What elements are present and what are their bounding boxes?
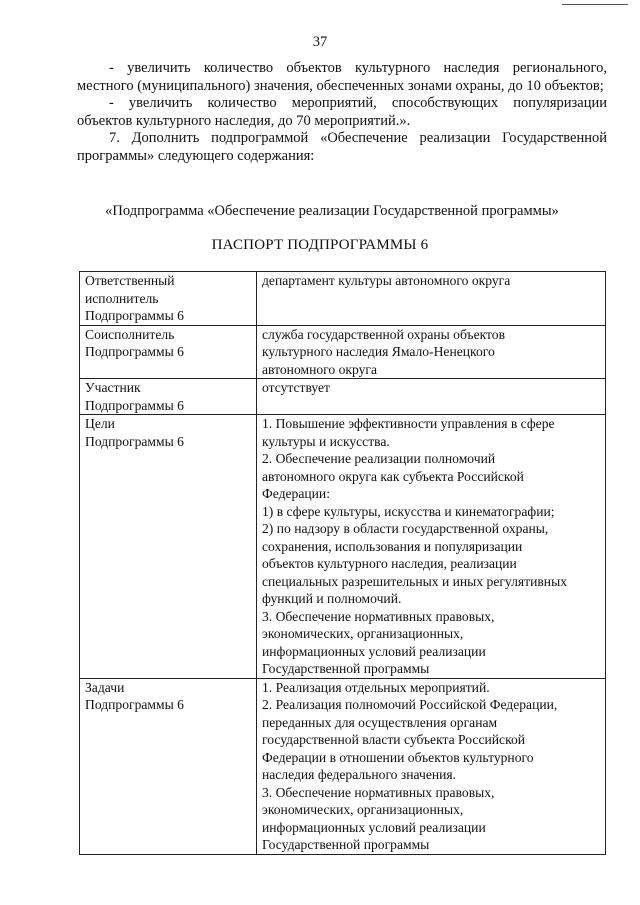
label-line: Соисполнитель <box>85 326 175 342</box>
value-line: 2. Реализация полномочий Российской Федерации, <box>262 697 558 712</box>
value-line: 1. Повышение эффективности управления в сфере <box>262 416 555 431</box>
value-line: специальных разрешительных и иных регулятивных <box>262 573 567 589</box>
value-line: функций и полномочий. <box>262 591 402 606</box>
value-line: 2. Обеспечение реализации полномочий <box>262 451 496 466</box>
label-line: Подпрограммы 6 <box>85 397 184 413</box>
row-label <box>80 325 257 379</box>
paragraph: - увеличить количество мероприятий, способствующих популяризации объектов культурного наследия, до 70 мероприятий.». <box>77 95 607 129</box>
table-row <box>80 415 606 679</box>
page-number: 37 <box>312 34 328 50</box>
row-label <box>80 379 257 415</box>
value-line: сохранения, использования и популяризации <box>262 538 523 554</box>
label-line: Подпрограммы 6 <box>85 697 184 712</box>
row-value <box>257 325 606 379</box>
table-row <box>80 678 606 854</box>
table-row <box>80 325 606 379</box>
row-value <box>257 272 606 326</box>
label-line: исполнитель <box>85 290 159 306</box>
value-line: Федерации в отношении объектов культурного <box>262 749 534 765</box>
value-line: 3. Обеспечение нормативных правовых, <box>262 784 495 800</box>
row-value <box>257 415 606 679</box>
label-line: Подпрограммы 6 <box>85 344 184 359</box>
label-line: Подпрограммы 6 <box>85 433 184 449</box>
value-line: информационных условий реализации <box>262 643 486 659</box>
value-line: культурного наследия Ямало-Ненецкого <box>262 344 495 359</box>
row-label <box>80 272 257 326</box>
value-line: государственной власти субъекта Российской <box>262 732 526 747</box>
label-line: Подпрограммы 6 <box>85 308 184 323</box>
value-line: автономного округа <box>262 361 378 377</box>
value-line: Федерации: <box>262 486 330 501</box>
label-line: Ответственный <box>85 273 175 288</box>
value-line: наследия федерального значения. <box>262 767 457 782</box>
value-line: информационных условий реализации <box>262 819 486 835</box>
value-line: экономических, организационных, <box>262 802 464 817</box>
value-line: экономических, организационных, <box>262 626 464 641</box>
row-label <box>80 678 257 854</box>
value-line: 3. Обеспечение нормативных правовых, <box>262 608 495 624</box>
label-line: Участник <box>85 380 141 395</box>
value-line: отсутствует <box>262 380 331 395</box>
value-line: Государственной программы <box>262 661 430 676</box>
value-line: культуры и искусства. <box>262 433 390 449</box>
value-line: автономного округа как субъекта Российской <box>262 468 524 484</box>
row-value <box>257 678 606 854</box>
label-line: Задачи <box>85 679 125 695</box>
value-line: Государственной программы <box>262 837 430 852</box>
passport-table <box>79 271 606 855</box>
value-line: служба государственной охраны объектов <box>262 326 506 342</box>
value-line: 1) в сфере культуры, искусства и кинематографии; <box>262 503 555 519</box>
row-label <box>80 415 257 679</box>
table-row <box>80 379 606 415</box>
value-line: департамент культуры автономного округа <box>262 273 511 288</box>
corner-mark <box>562 4 628 5</box>
subprogram-heading: «Подпрограмма «Обеспечение реализации Государственной программы» <box>105 203 559 219</box>
value-line: объектов культурного наследия, реализации <box>262 556 517 571</box>
row-value <box>257 379 606 415</box>
label-line: Цели <box>85 416 115 431</box>
paragraph: - увеличить количество объектов культурного наследия регионального, местного (муниципального) значения, обеспеченных зонами охраны, до 10 объектов; <box>77 60 607 94</box>
value-line: 1. Реализация отдельных мероприятий. <box>262 679 490 695</box>
body-text <box>77 60 607 165</box>
passport-title: ПАСПОРТ ПОДПРОГРАММЫ 6 <box>211 237 429 253</box>
value-line: 2) по надзору в области государственной охраны, <box>262 521 549 536</box>
table-row <box>80 272 606 326</box>
paragraph: 7. Дополнить подпрограммой «Обеспечение реализации Государственной программы» следующего содержания: <box>77 130 607 164</box>
value-line: переданных для осуществления органам <box>262 714 498 730</box>
